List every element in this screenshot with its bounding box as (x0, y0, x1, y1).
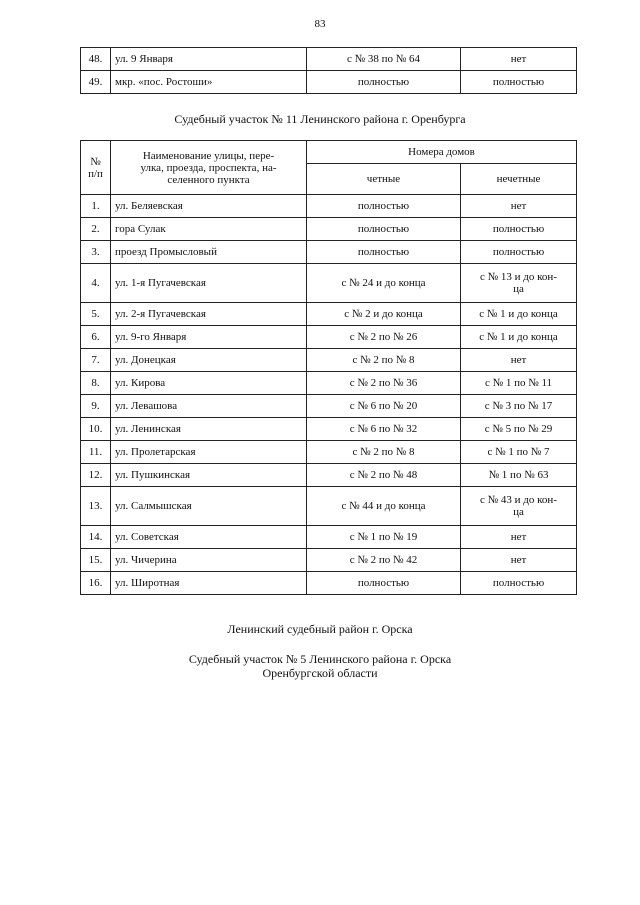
even-numbers: полностью (307, 241, 461, 264)
street-name: ул. 2-я Пугачевская (111, 303, 307, 326)
table-row (81, 349, 577, 372)
header-number: № п/п (81, 141, 111, 195)
even-numbers: с № 38 по № 64 (307, 48, 461, 71)
table-row (81, 572, 577, 595)
row-number: 9. (81, 395, 111, 418)
odd-numbers: нет (461, 549, 577, 572)
table-row (81, 526, 577, 549)
street-name: гора Сулак (111, 218, 307, 241)
odd-numbers: нет (461, 48, 577, 71)
even-numbers: с № 1 по № 19 (307, 526, 461, 549)
even-numbers: полностью (307, 195, 461, 218)
street-name: мкр. «пос. Ростоши» (111, 71, 307, 94)
street-name: ул. Беляевская (111, 195, 307, 218)
even-numbers: с № 2 по № 8 (307, 349, 461, 372)
street-name: ул. 9-го Января (111, 326, 307, 349)
row-number: 10. (81, 418, 111, 441)
street-name: ул. Советская (111, 526, 307, 549)
header-street-name: Наименование улицы, пере- улка, проезда, проспекта, на- селенного пункта (111, 141, 307, 195)
district-title: Ленинский судебный район г. Орска (227, 622, 413, 636)
odd-numbers: с № 5 по № 29 (461, 418, 577, 441)
odd-numbers: полностью (461, 71, 577, 94)
table-row (81, 418, 577, 441)
street-name: ул. 9 Января (111, 48, 307, 71)
odd-numbers: нет (461, 526, 577, 549)
even-numbers: с № 6 по № 32 (307, 418, 461, 441)
even-numbers: с № 2 по № 42 (307, 549, 461, 572)
even-numbers: с № 24 и до конца (307, 264, 461, 303)
odd-numbers: полностью (461, 218, 577, 241)
street-name: ул. Салмышская (111, 487, 307, 526)
next-section-title-line1: Судебный участок № 5 Ленинского района г. Орска (188, 652, 452, 666)
row-number: 3. (81, 241, 111, 264)
next-section-title-line2: Оренбургской области (262, 666, 378, 680)
row-number: 16. (81, 572, 111, 595)
even-numbers: полностью (307, 572, 461, 595)
table-row (81, 441, 577, 464)
row-number: 6. (81, 326, 111, 349)
odd-numbers: с № 1 и до конца (461, 303, 577, 326)
table-row (81, 549, 577, 572)
even-numbers: с № 2 по № 8 (307, 441, 461, 464)
row-number: 48. (81, 48, 111, 71)
table-row (81, 218, 577, 241)
row-number: 49. (81, 71, 111, 94)
table-row (81, 264, 577, 303)
street-name: ул. Чичерина (111, 549, 307, 572)
table-row (81, 71, 577, 94)
street-name: ул. Пролетарская (111, 441, 307, 464)
streets-table (80, 140, 577, 595)
row-number: 4. (81, 264, 111, 303)
street-name: ул. Широтная (111, 572, 307, 595)
street-name: ул. 1-я Пугачевская (111, 264, 307, 303)
row-number: 7. (81, 349, 111, 372)
table-row (81, 241, 577, 264)
row-number: 2. (81, 218, 111, 241)
even-numbers: с № 2 по № 26 (307, 326, 461, 349)
even-numbers: полностью (307, 71, 461, 94)
even-numbers: с № 2 по № 48 (307, 464, 461, 487)
row-number: 8. (81, 372, 111, 395)
even-numbers: полностью (307, 218, 461, 241)
table-row (81, 326, 577, 349)
street-name: ул. Пушкинская (111, 464, 307, 487)
table-row (81, 303, 577, 326)
even-numbers: с № 2 и до конца (307, 303, 461, 326)
header-odd: нечетные (461, 164, 577, 195)
row-number: 12. (81, 464, 111, 487)
header-even: четные (307, 164, 461, 195)
table-row (81, 464, 577, 487)
row-number: 15. (81, 549, 111, 572)
table-row (81, 487, 577, 526)
street-name: ул. Левашова (111, 395, 307, 418)
odd-numbers: с № 1 по № 11 (461, 372, 577, 395)
odd-numbers: с № 1 и до конца (461, 326, 577, 349)
header-house-numbers: Номера домов (307, 141, 577, 164)
odd-numbers: с № 43 и до кон- ца (461, 487, 577, 526)
row-number: 1. (81, 195, 111, 218)
page-number: 83 (314, 18, 326, 30)
odd-numbers: нет (461, 195, 577, 218)
continued-table (80, 47, 577, 94)
row-number: 5. (81, 303, 111, 326)
row-number: 11. (81, 441, 111, 464)
odd-numbers: с № 13 и до кон- ца (461, 264, 577, 303)
odd-numbers: с № 3 по № 17 (461, 395, 577, 418)
even-numbers: с № 44 и до конца (307, 487, 461, 526)
even-numbers: с № 2 по № 36 (307, 372, 461, 395)
street-name: ул. Кирова (111, 372, 307, 395)
odd-numbers: с № 1 по № 7 (461, 441, 577, 464)
section-title: Судебный участок № 11 Ленинского района г. Оренбурга (174, 112, 466, 126)
odd-numbers: № 1 по № 63 (461, 464, 577, 487)
table-row (81, 195, 577, 218)
table-row (81, 395, 577, 418)
street-name: ул. Донецкая (111, 349, 307, 372)
street-name: ул. Ленинская (111, 418, 307, 441)
row-number: 14. (81, 526, 111, 549)
table-row (81, 48, 577, 71)
row-number: 13. (81, 487, 111, 526)
table-row (81, 372, 577, 395)
odd-numbers: полностью (461, 572, 577, 595)
odd-numbers: полностью (461, 241, 577, 264)
street-name: проезд Промысловый (111, 241, 307, 264)
even-numbers: с № 6 по № 20 (307, 395, 461, 418)
odd-numbers: нет (461, 349, 577, 372)
